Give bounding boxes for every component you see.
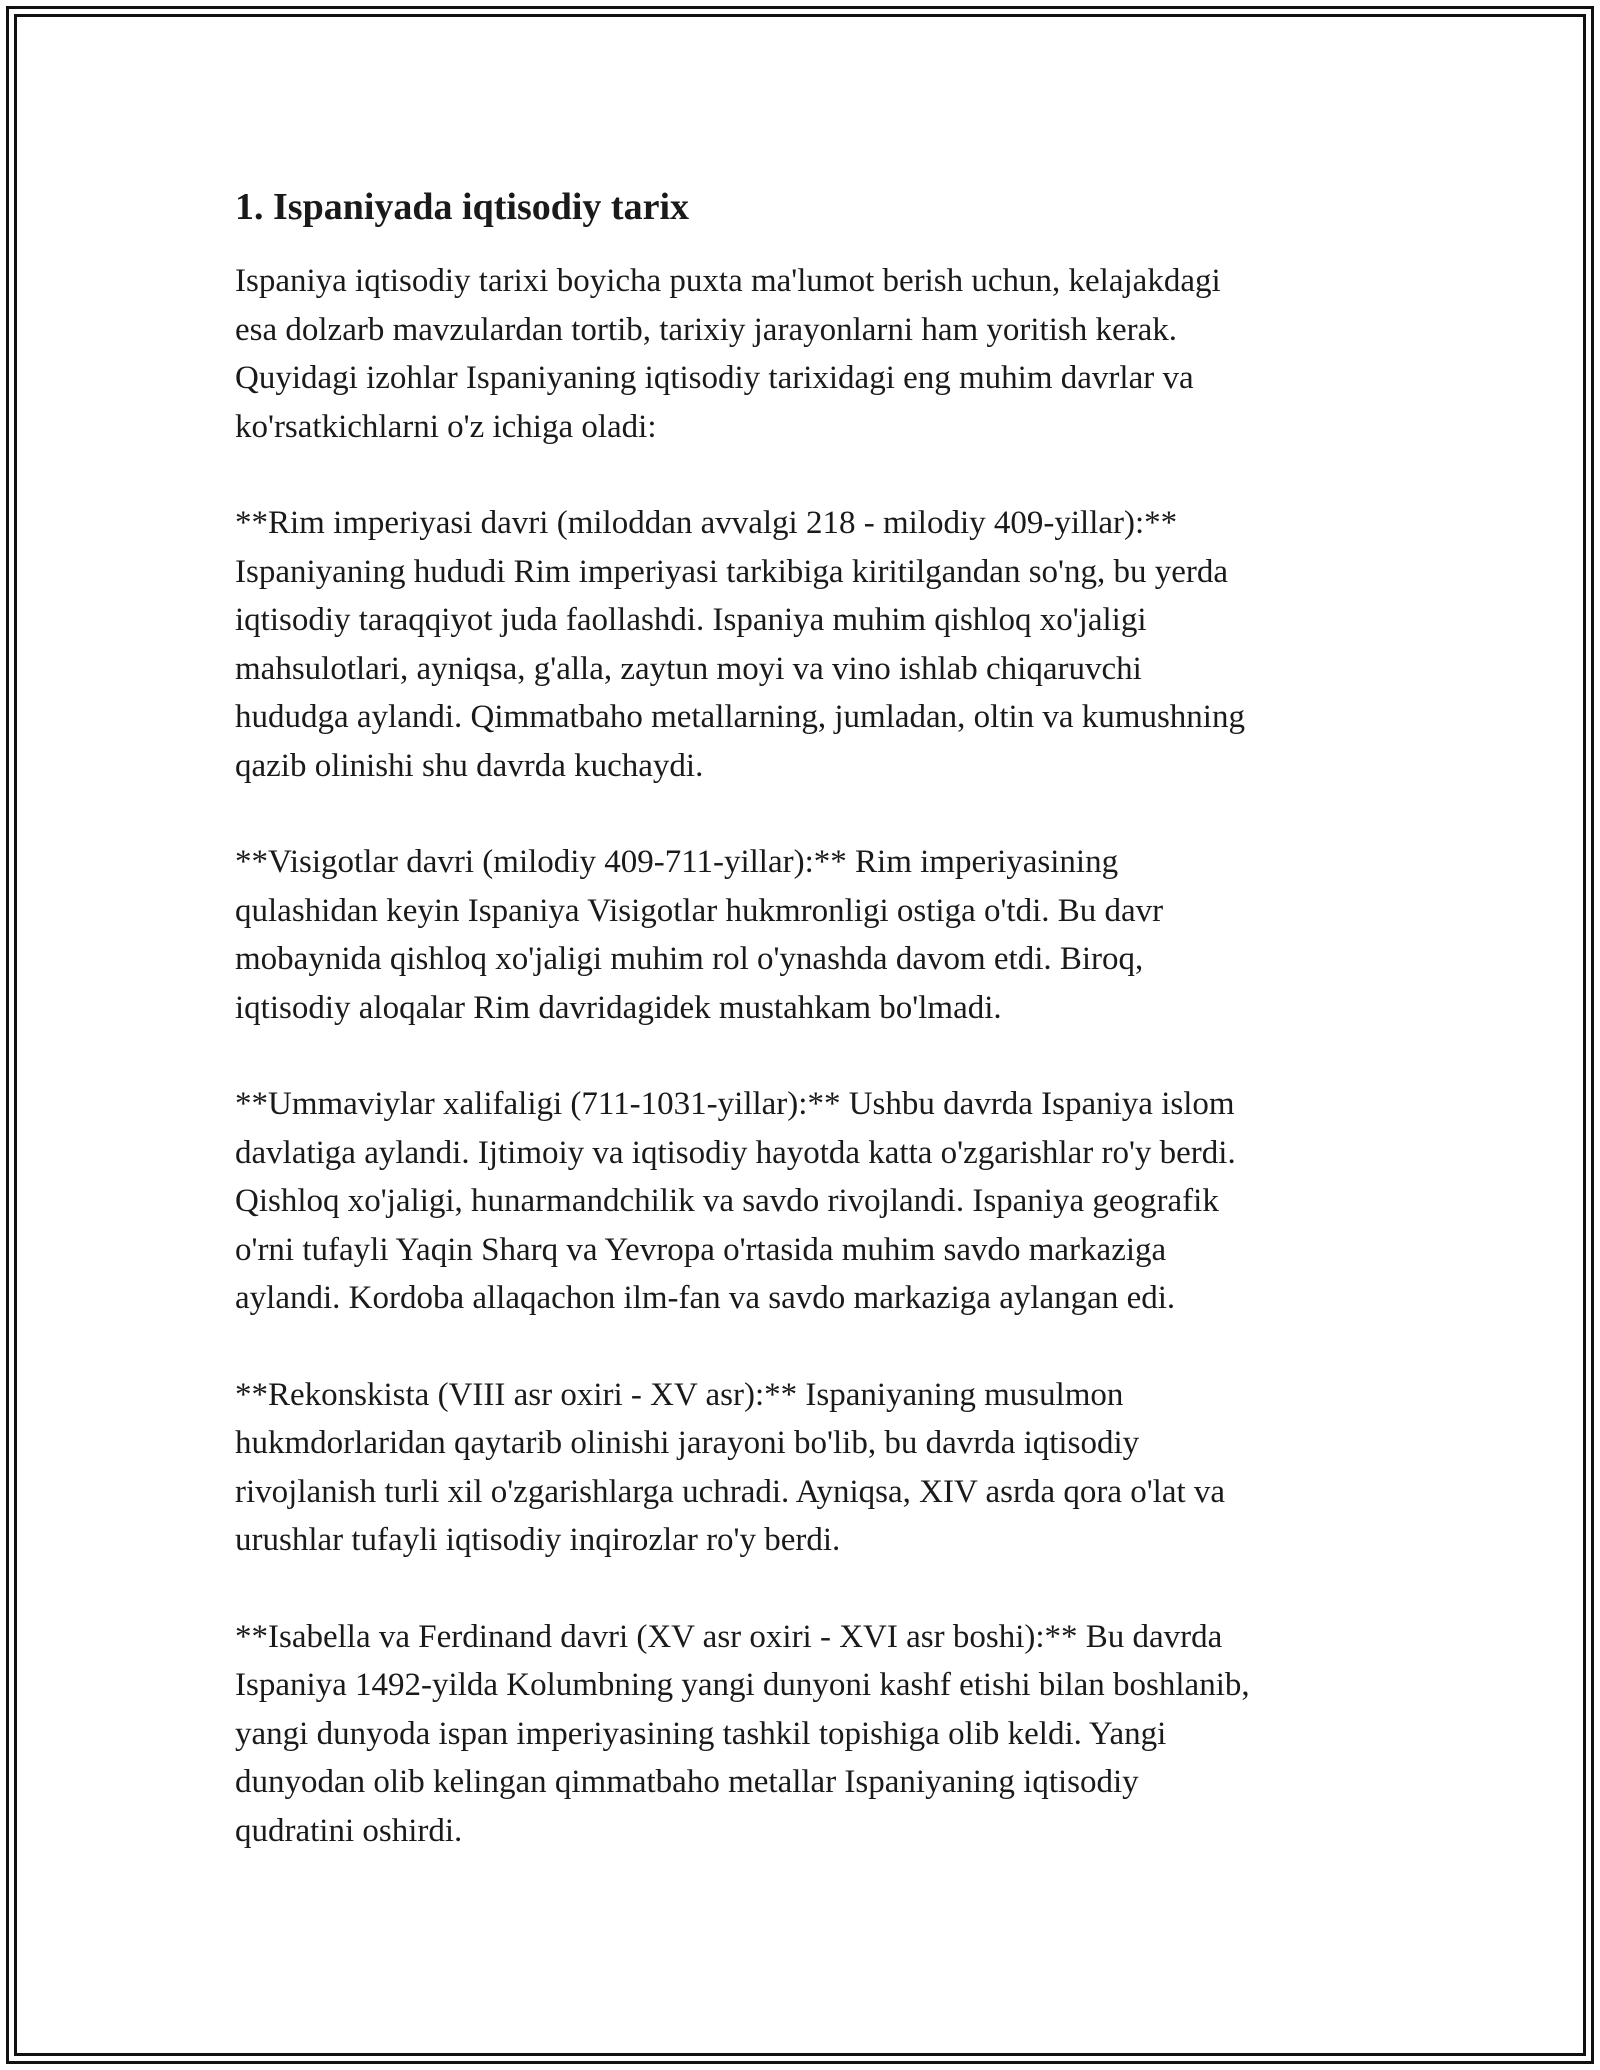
visigoth-period-paragraph — [235, 838, 1365, 1032]
text-line: davlatiga aylandi. Ijtimoiy va iqtisodiy hayotda katta o'zgarishlar ro'y berdi. — [235, 1134, 1236, 1171]
text-line: o'rni tufayli Yaqin Sharq va Yevropa o'rtasida muhim savdo markaziga — [235, 1231, 1167, 1268]
isabella-ferdinand-period-paragraph — [235, 1613, 1365, 1856]
text-line: qudratini oshirdi. — [235, 1812, 463, 1849]
text-line: urushlar tufayli iqtisodiy inqirozlar ro'y berdi. — [235, 1522, 841, 1558]
text-line: Qishloq xo'jaligi, hunarmandchilik va savdo rivojlandi. Ispaniya geografik — [235, 1183, 1219, 1219]
text-line: hukmdorlaridan qaytarib olinishi jarayoni bo'lib, bu davrda iqtisodiy — [235, 1425, 1140, 1461]
text-line: qulashidan keyin Ispaniya Visigotlar hukmronligi ostiga o'tdi. Bu davr — [235, 892, 1164, 929]
text-line: esa dolzarb mavzulardan tortib, tarixiy jarayonlarni ham yoritish kerak. — [235, 311, 1177, 348]
text-line: Quyidagi izohlar Ispaniyaning iqtisodiy tarixidagi eng muhim davrlar va — [235, 360, 1194, 396]
text-line: **Visigotlar davri (milodiy 409-711-yillar):** Rim imperiyasining — [235, 844, 1119, 880]
text-line: qazib olinishi shu davrda kuchaydi. — [235, 747, 704, 784]
text-line: **Isabella va Ferdinand davri (XV asr oxiri - XVI asr boshi):** Bu davrda — [235, 1618, 1223, 1655]
section-heading: 1. Ispaniyada iqtisodiy tarix — [235, 186, 689, 228]
text-line: ko'rsatkichlarni o'z ichiga oladi: — [235, 408, 657, 445]
text-line: **Rekonskista (VIII asr oxiri - XV asr):** Ispaniyaning musulmon — [235, 1376, 1124, 1413]
text-line: **Rim imperiyasi davri (miloddan avvalgi 218 - milodiy 409-yillar):** — [235, 505, 1178, 541]
text-line: hududga aylandi. Qimmatbaho metallarning, jumladan, oltin va kumushning — [235, 699, 1245, 735]
intro-paragraph — [235, 257, 1365, 451]
reconquista-period-paragraph — [235, 1371, 1365, 1565]
text-line: **Ummaviylar xalifaligi (711-1031-yillar):** Ushbu davrda Ispaniya islom — [235, 1086, 1235, 1122]
text-line: iqtisodiy aloqalar Rim davridagidek mustahkam bo'lmadi. — [235, 989, 1002, 1026]
text-line: rivojlanish turli xil o'zgarishlarga uchradi. Ayniqsa, XIV asrda qora o'lat va — [235, 1473, 1226, 1510]
text-line: Ispaniya 1492-yilda Kolumbning yangi dunyoni kashf etishi bilan boshlanib, — [235, 1667, 1250, 1703]
text-line: yangi dunyoda ispan imperiyasining tashkil topishiga olib keldi. Yangi — [235, 1715, 1167, 1752]
text-line: Ispaniya iqtisodiy tarixi boyicha puxta ma'lumot berish uchun, kelajakdagi — [235, 263, 1221, 299]
umayyad-period-paragraph — [235, 1080, 1365, 1323]
roman-period-paragraph — [235, 499, 1365, 790]
text-line: mahsulotlari, ayniqsa, g'alla, zaytun moyi va vino ishlab chiqaruvchi — [235, 650, 1142, 687]
text-line: aylandi. Kordoba allaqachon ilm-fan va savdo markaziga aylangan edi. — [235, 1280, 1176, 1316]
text-line: iqtisodiy taraqqiyot juda faollashdi. Ispaniya muhim qishloq xo'jaligi — [235, 602, 1147, 638]
document-body — [235, 183, 1365, 1903]
text-line: dunyodan olib kelingan qimmatbaho metallar Ispaniyaning iqtisodiy — [235, 1764, 1139, 1800]
text-line: Ispaniyaning hududi Rim imperiyasi tarkibiga kiritilgandan so'ng, bu yerda — [235, 553, 1229, 590]
text-line: mobaynida qishloq xo'jaligi muhim rol o'ynashda davom etdi. Biroq, — [235, 941, 1144, 977]
